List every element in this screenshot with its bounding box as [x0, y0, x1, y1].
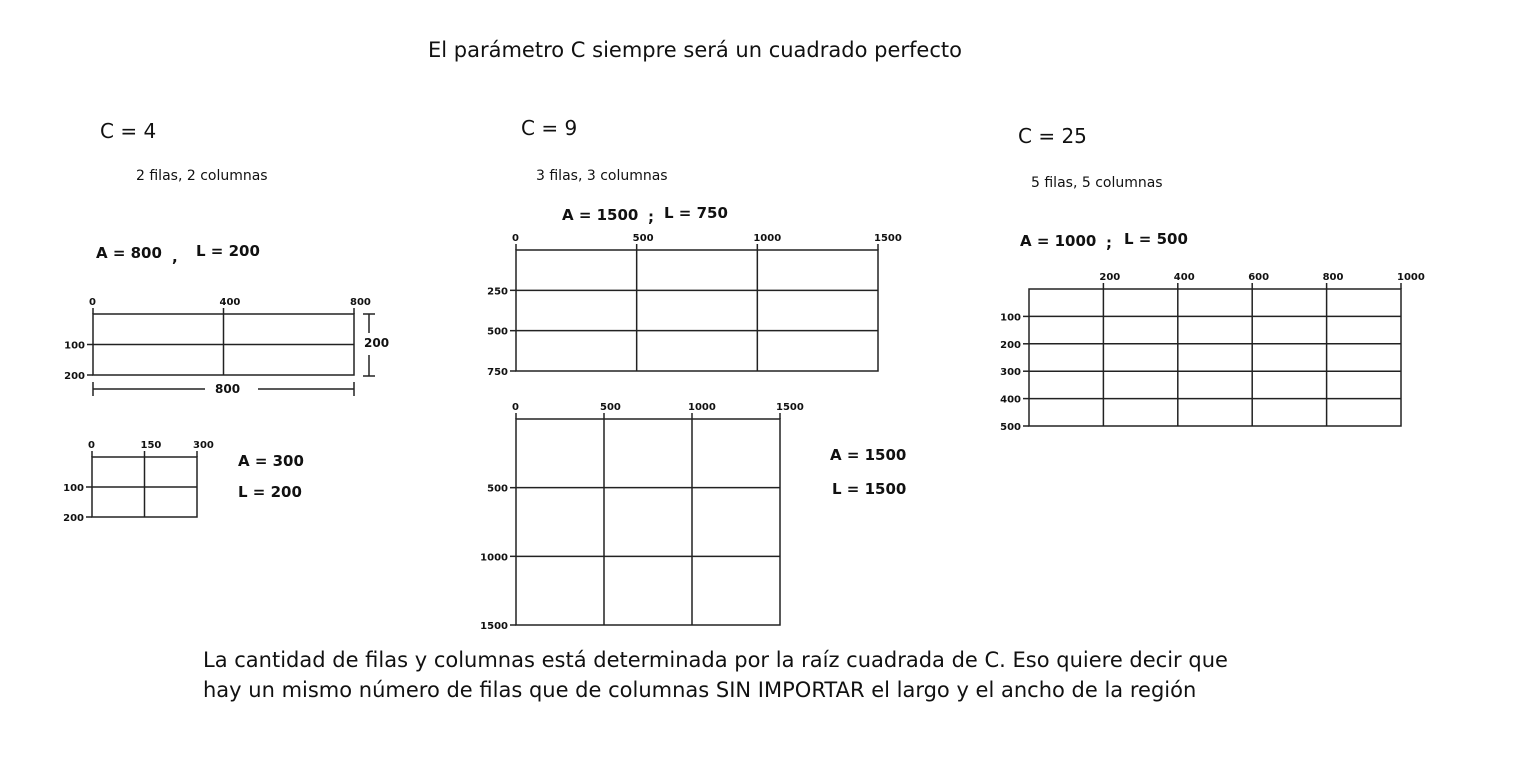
top-tick-label: 400: [219, 297, 241, 308]
left-tick-label: 500: [487, 483, 508, 495]
grid-height-label: L = 500: [1124, 230, 1188, 248]
left-tick-label: 750: [487, 367, 508, 378]
grid-c9-3: [510, 413, 780, 625]
section-c9-rows-cols: 3 filas, 3 columnas: [536, 168, 668, 184]
left-tick-label: 200: [64, 371, 85, 382]
left-tick-label: 200: [1000, 339, 1021, 351]
label-separator: ,: [172, 248, 178, 266]
top-tick-label: 500: [600, 402, 621, 413]
left-tick-label: 1500: [480, 621, 508, 632]
grid-height-label: L = 750: [664, 204, 728, 222]
height-dimension-label: 200: [364, 336, 390, 350]
grid-border: [1029, 289, 1401, 426]
left-tick-label: 300: [1000, 367, 1021, 379]
top-tick-label: 800: [1322, 272, 1344, 283]
top-tick-label: 1500: [776, 402, 804, 413]
top-tick-label: 0: [512, 402, 519, 413]
top-tick-label: 800: [350, 297, 371, 308]
left-tick-label: 100: [1000, 312, 1021, 324]
grid-height-label: L = 200: [196, 242, 260, 260]
width-dimension-label: 800: [215, 382, 241, 396]
label-separator: ;: [1106, 234, 1112, 252]
grid-c4-1: [86, 451, 197, 517]
grid-width-label: A = 1500: [830, 446, 907, 464]
top-tick-label: 200: [1099, 272, 1121, 283]
grid-width-label: A = 1000: [1020, 232, 1097, 250]
grid-height-label: L = 200: [238, 483, 302, 501]
left-tick-label: 200: [63, 513, 84, 524]
top-tick-label: 0: [88, 440, 95, 451]
top-tick-label: 400: [1173, 272, 1195, 283]
label-separator: ;: [648, 208, 654, 226]
section-c25-rows-cols: 5 filas, 5 columnas: [1031, 175, 1163, 191]
grid-width-label: A = 800: [96, 244, 162, 262]
left-tick-label: 500: [487, 326, 508, 338]
section-c4-label: C = 4: [100, 119, 157, 143]
top-tick-label: 150: [140, 440, 162, 451]
top-tick-label: 500: [632, 233, 654, 244]
grid-c4-0: [87, 308, 354, 375]
top-tick-label: 1000: [753, 233, 782, 244]
footer-line-1: La cantidad de filas y columnas está determinada por la raíz cuadrada de C. Eso quiere decir que: [203, 648, 1228, 672]
left-tick-label: 500: [1000, 422, 1021, 433]
grid-height-label: L = 1500: [832, 480, 907, 498]
left-tick-label: 250: [487, 286, 508, 298]
top-tick-label: 1000: [1397, 272, 1425, 283]
diagram-title: El parámetro C siempre será un cuadrado perfecto: [428, 38, 962, 62]
section-c25-label: C = 25: [1018, 124, 1087, 148]
left-tick-label: 400: [1000, 394, 1021, 406]
grid-border: [516, 250, 878, 371]
left-tick-label: 100: [63, 483, 84, 494]
top-tick-label: 0: [89, 297, 96, 308]
grid-border: [516, 419, 780, 625]
grid-c9-2: [510, 244, 878, 371]
section-c9-label: C = 9: [521, 116, 578, 140]
top-tick-label: 600: [1248, 272, 1270, 283]
top-tick-label: 1500: [874, 233, 902, 244]
grid-width-label: A = 300: [238, 452, 304, 470]
top-tick-label: 300: [193, 440, 214, 451]
grid-width-label: A = 1500: [562, 206, 639, 224]
left-tick-label: 1000: [480, 552, 508, 564]
left-tick-label: 100: [64, 340, 85, 352]
footer-line-2: hay un mismo número de filas que de columnas SIN IMPORTAR el largo y el ancho de la región: [203, 678, 1197, 702]
grid-c25-4: [1023, 283, 1401, 426]
top-tick-label: 0: [512, 233, 519, 244]
top-tick-label: 1000: [688, 402, 716, 413]
section-c4-rows-cols: 2 filas, 2 columnas: [136, 168, 268, 184]
